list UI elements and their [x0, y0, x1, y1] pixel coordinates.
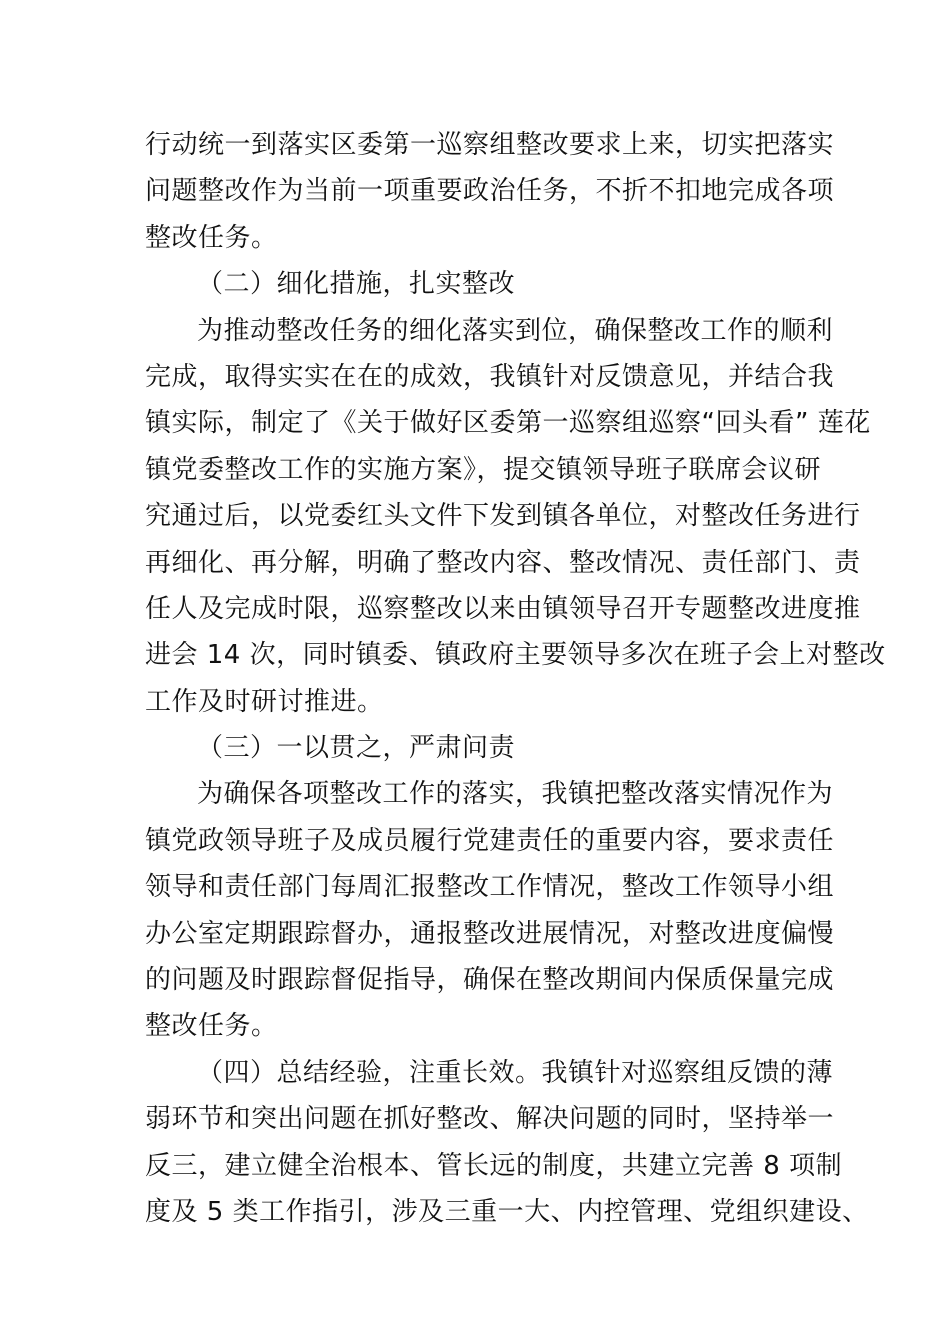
- paragraph-line: （四）总结经验，注重长效。我镇针对巡察组反馈的薄: [197, 1057, 834, 1088]
- paragraph-line: 再细化、再分解，明确了整改内容、整改情况、责任部门、责: [145, 547, 861, 578]
- paragraph-line: 度及 5 类工作指引，涉及三重一大、内控管理、党组织建设、: [145, 1196, 869, 1227]
- paragraph-line: 镇实际，制定了《关于做好区委第一巡察组巡察“回头看” 莲花: [145, 408, 871, 439]
- paragraph-line: 为推动整改任务的细化落实到位，确保整改工作的顺利: [197, 315, 834, 346]
- paragraph-line: 究通过后，以党委红头文件下发到镇各单位，对整改任务进行: [145, 501, 861, 532]
- paragraph-line: 进会 14 次，同时镇委、镇政府主要领导多次在班子会上对整改: [145, 640, 886, 671]
- paragraph-line: 办公室定期跟踪督办，通报整改进展情况，对整改进度偏慢: [145, 918, 835, 949]
- paragraph-line: 镇党政领导班子及成员履行党建责任的重要内容，要求责任: [145, 825, 835, 856]
- paragraph-line: 领导和责任部门每周汇报整改工作情况，整改工作领导小组: [145, 872, 835, 903]
- paragraph-line: 整改任务。: [145, 222, 278, 253]
- paragraph-line: 弱环节和突出问题在抓好整改、解决问题的同时，坚持举一: [145, 1104, 835, 1135]
- paragraph-line: 任人及完成时限，巡察整改以来由镇领导召开专题整改进度推: [145, 593, 861, 624]
- paragraph-line: 完成，取得实实在在的成效，我镇针对反馈意见，并结合我: [145, 361, 835, 392]
- paragraph-line: 为确保各项整改工作的落实，我镇把整改落实情况作为: [197, 779, 834, 810]
- document-body: [145, 122, 886, 1235]
- section-heading: （二）细化措施，扎实整改: [197, 269, 516, 300]
- paragraph-line: 的问题及时跟踪督促指导，确保在整改期间内保质保量完成: [145, 965, 835, 996]
- paragraph-line: 工作及时研讨推进。: [145, 686, 384, 717]
- paragraph-line: 行动统一到落实区委第一巡察组整改要求上来，切实把落实: [145, 130, 835, 160]
- paragraph-line: 整改任务。: [145, 1011, 278, 1042]
- paragraph-line: 问题整改作为当前一项重要政治任务，不折不扣地完成各项: [145, 176, 835, 207]
- paragraph-line: 镇党委整改工作的实施方案》，提交镇领导班子联席会议研: [145, 454, 822, 485]
- section-heading: （三）一以贯之，严肃问责: [197, 733, 516, 764]
- paragraph-line: 反三，建立健全治根本、管长远的制度，共建立完善 8 项制: [145, 1150, 843, 1181]
